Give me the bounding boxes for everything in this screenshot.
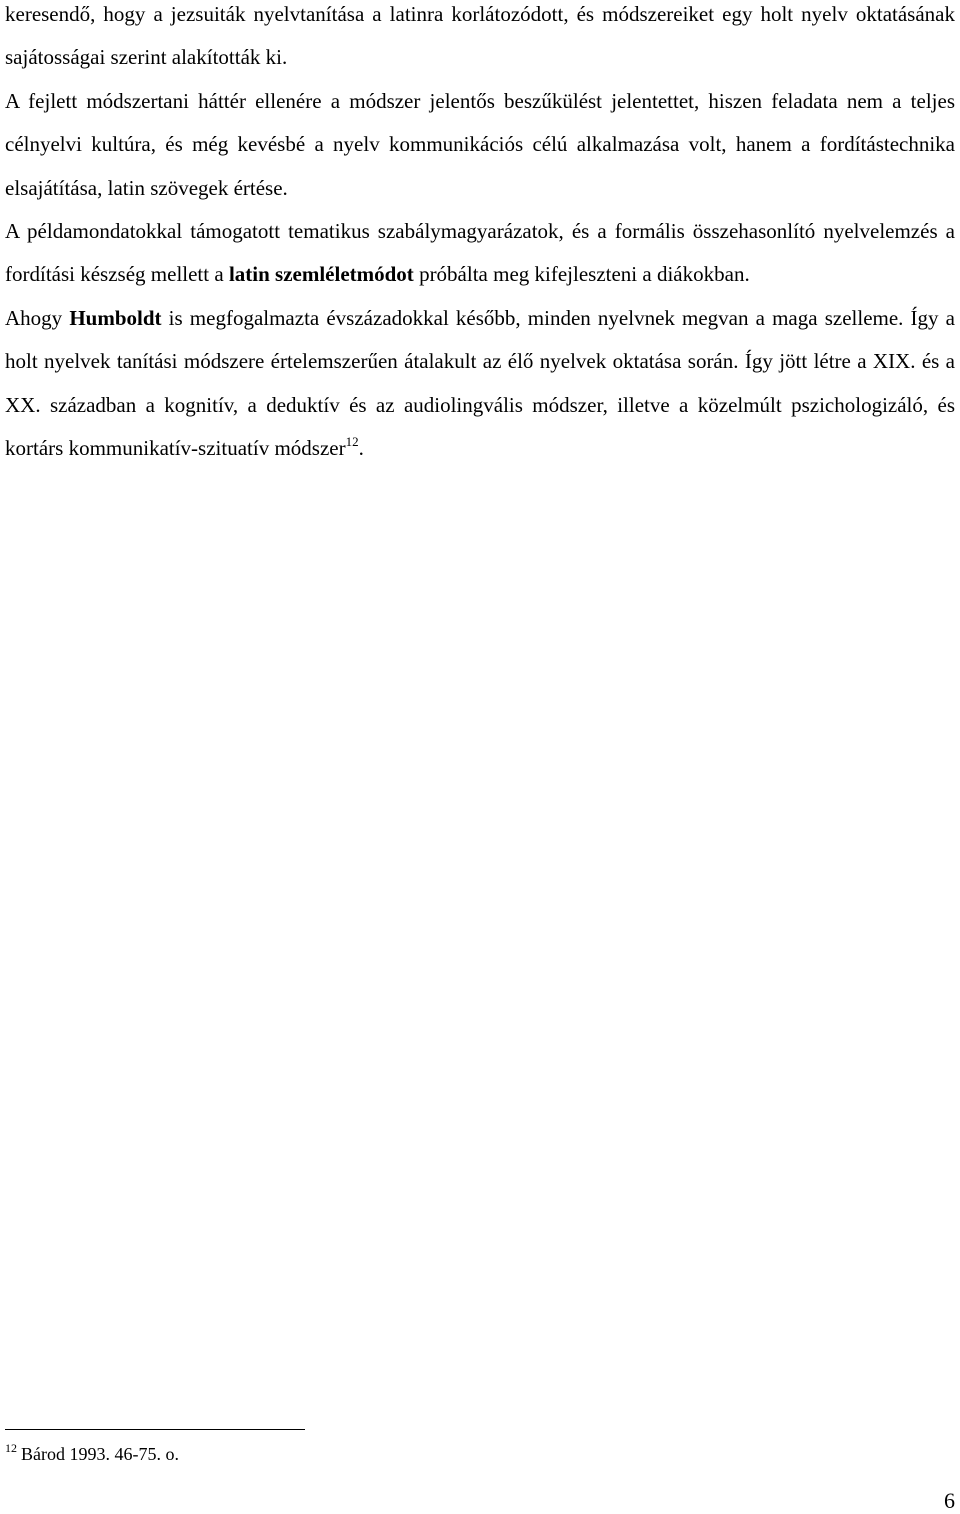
paragraph-4 [5,297,955,471]
paragraph-4-text-end: . [358,436,364,461]
paragraph-2 [5,80,955,210]
body-text [5,0,955,470]
paragraph-1 [5,0,955,80]
footnote-text: Bárod 1993. 46-75. o. [21,1444,179,1464]
footnote-reference[interactable]: 12 [345,434,359,450]
paragraph-3 [5,210,955,297]
paragraph-4-text-after: is megfogalmazta évszázadokkal később, minden nyelvnek megvan a maga szelleme. Így a holt nyelvek tanítási módszere értelemszerűen átalakult az élő nyelvek oktatása során. Így jött létre a XIX. és a XX. században a kognitív, a deduktív és az audiolingvális módszer, illetve a közelmúlt pszichologizáló, és kortárs kommunikatív-szituatív módszer [5,305,955,461]
footnote-separator [5,1429,305,1430]
footnote [5,1443,179,1465]
paragraph-3-text-after: próbálta meg kifejleszteni a diákokban. [413,262,750,287]
paragraph-3-text-before: A példamondatokkal támogatott tematikus szabálymagyarázatok, és a formális összehasonlító nyelvelemzés a fordítási készség mellett a [5,219,955,287]
page-number: 6 [944,1488,955,1513]
paragraph-2-text: A fejlett módszertani háttér ellenére a módszer jelentős beszűkülést jelentettet, hiszen feladata nem a teljes célnyelvi kultúra, és még kevésbé a nyelv kommunikációs célú alkalmazása volt, hanem a fordítástechnika elsajátítása, latin szövegek értése. [5,88,955,200]
footnote-number: 12 [5,1441,17,1455]
emphasis-humboldt: Humboldt [69,305,162,330]
emphasis-latin-szemleletmod: latin szemléletmódot [228,262,414,287]
paragraph-1-text: keresendő, hogy a jezsuiták nyelvtanítása a latinra korlátozódott, és módszereiket egy holt nyelv oktatásának sajátosságai szerint alakították ki. [5,2,955,70]
paragraph-4-text-before: Ahogy [5,305,70,330]
